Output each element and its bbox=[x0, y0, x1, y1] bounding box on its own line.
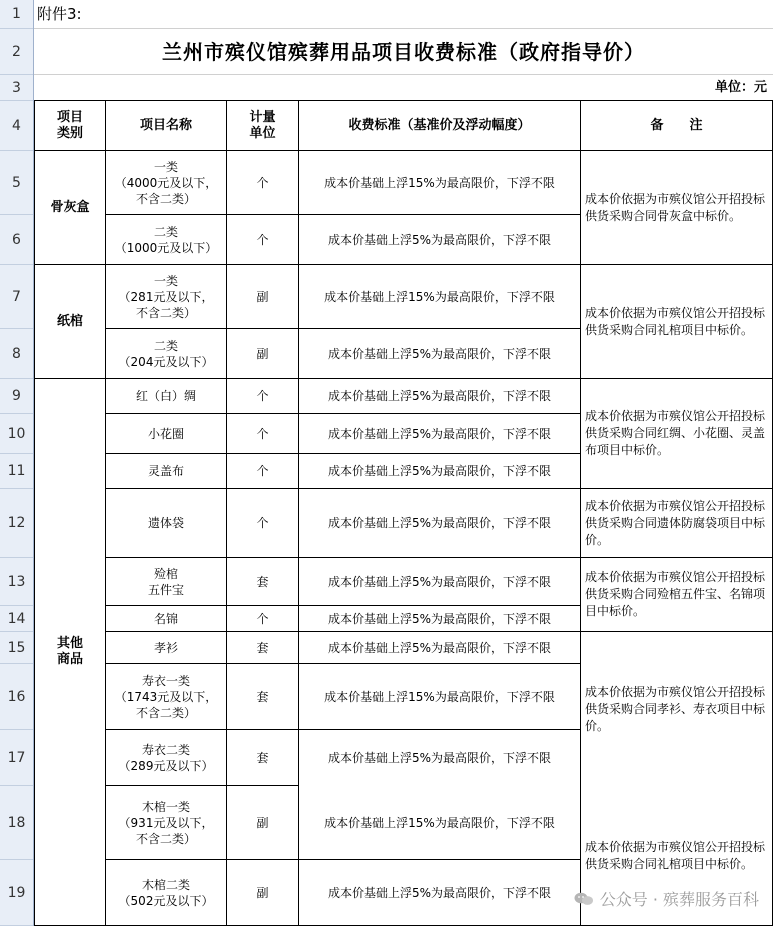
row-number[interactable]: 10 bbox=[0, 414, 33, 454]
item-name[interactable]: 小花圈 bbox=[106, 414, 227, 454]
item-name[interactable]: 二类 （204元及以下） bbox=[106, 329, 227, 379]
attachment-label[interactable]: 附件3: bbox=[34, 0, 773, 29]
item-standard[interactable]: 成本价基础上浮5%为最高限价，下浮不限 bbox=[299, 606, 581, 632]
item-name[interactable]: 一类 （4000元及以下， 不含二类） bbox=[106, 151, 227, 215]
item-name[interactable]: 孝衫 bbox=[106, 632, 227, 664]
item-unit[interactable]: 个 bbox=[227, 489, 299, 558]
item-standard[interactable]: 成本价基础上浮15%为最高限价，下浮不限 bbox=[299, 265, 581, 329]
page-title[interactable]: 兰州市殡仪馆殡葬用品项目收费标准（政府指导价） bbox=[34, 29, 773, 75]
row-number[interactable]: 1 bbox=[0, 0, 33, 29]
row-number[interactable]: 13 bbox=[0, 558, 33, 606]
item-unit[interactable]: 个 bbox=[227, 606, 299, 632]
item-unit[interactable]: 套 bbox=[227, 664, 299, 730]
row-number-column bbox=[0, 0, 34, 926]
item-standard[interactable]: 成本价基础上浮5%为最高限价，下浮不限 bbox=[299, 558, 581, 606]
item-unit[interactable]: 副 bbox=[227, 329, 299, 379]
row-number[interactable]: 14 bbox=[0, 606, 33, 632]
header-standard[interactable]: 收费标准（基准价及浮动幅度） bbox=[299, 101, 581, 151]
remark-cell[interactable]: 成本价依据为市殡仪馆公开招投标供货采购合同红绸、小花圈、灵盖布项目中标价。 bbox=[581, 379, 773, 489]
item-unit[interactable]: 套 bbox=[227, 632, 299, 664]
item-unit[interactable]: 个 bbox=[227, 454, 299, 489]
item-name[interactable]: 木棺一类 （931元及以下， 不含二类） bbox=[106, 786, 227, 860]
category-cell[interactable]: 其他 商品 bbox=[34, 379, 106, 926]
watermark bbox=[574, 887, 759, 910]
row-number[interactable]: 5 bbox=[0, 151, 33, 215]
item-standard[interactable]: 成本价基础上浮5%为最高限价，下浮不限 bbox=[299, 454, 581, 489]
item-standard[interactable]: 成本价基础上浮5%为最高限价，下浮不限 bbox=[299, 489, 581, 558]
item-unit[interactable]: 副 bbox=[227, 860, 299, 926]
row-number[interactable]: 12 bbox=[0, 489, 33, 558]
item-standard[interactable]: 成本价基础上浮5%为最高限价，下浮不限 bbox=[299, 730, 581, 786]
item-name[interactable]: 寿衣一类 （1743元及以下， 不含二类） bbox=[106, 664, 227, 730]
item-unit[interactable]: 个 bbox=[227, 414, 299, 454]
item-name[interactable]: 木棺二类 （502元及以下） bbox=[106, 860, 227, 926]
row-number[interactable]: 2 bbox=[0, 29, 33, 75]
item-standard[interactable]: 成本价基础上浮5%为最高限价，下浮不限 bbox=[299, 414, 581, 454]
item-name[interactable]: 遗体袋 bbox=[106, 489, 227, 558]
wechat-icon bbox=[574, 892, 594, 906]
item-unit[interactable]: 套 bbox=[227, 730, 299, 786]
row-number[interactable]: 7 bbox=[0, 265, 33, 329]
item-unit[interactable]: 副 bbox=[227, 786, 299, 860]
item-standard[interactable]: 成本价基础上浮5%为最高限价，下浮不限 bbox=[299, 860, 581, 926]
item-name[interactable]: 名锦 bbox=[106, 606, 227, 632]
item-unit[interactable]: 副 bbox=[227, 265, 299, 329]
remark-cell[interactable]: 成本价依据为市殡仪馆公开招投标供货采购合同礼棺项目中标价。 bbox=[581, 786, 773, 926]
remark-cell[interactable]: 成本价依据为市殡仪馆公开招投标供货采购合同礼棺项目中标价。 bbox=[581, 265, 773, 379]
item-name[interactable]: 殓棺 五件宝 bbox=[106, 558, 227, 606]
remark-cell[interactable]: 成本价依据为市殡仪馆公开招投标供货采购合同遗体防腐袋项目中标价。 bbox=[581, 489, 773, 558]
remark-cell[interactable]: 成本价依据为市殡仪馆公开招投标供货采购合同孝衫、寿衣项目中标价。 bbox=[581, 632, 773, 786]
item-standard[interactable]: 成本价基础上浮15%为最高限价，下浮不限 bbox=[299, 664, 581, 730]
header-remark[interactable]: 备 注 bbox=[581, 101, 773, 151]
item-name[interactable]: 红（白）绸 bbox=[106, 379, 227, 414]
item-unit[interactable]: 个 bbox=[227, 215, 299, 265]
item-standard[interactable]: 成本价基础上浮15%为最高限价，下浮不限 bbox=[299, 151, 581, 215]
item-name[interactable]: 二类 （1000元及以下） bbox=[106, 215, 227, 265]
remark-cell[interactable]: 成本价依据为市殡仪馆公开招投标供货采购合同骨灰盒中标价。 bbox=[581, 151, 773, 265]
item-standard[interactable]: 成本价基础上浮5%为最高限价，下浮不限 bbox=[299, 632, 581, 664]
row-number[interactable]: 15 bbox=[0, 632, 33, 664]
unit-label[interactable]: 单位：元 bbox=[34, 75, 773, 101]
item-standard[interactable]: 成本价基础上浮5%为最高限价，下浮不限 bbox=[299, 379, 581, 414]
remark-cell[interactable]: 成本价依据为市殡仪馆公开招投标供货采购合同殓棺五件宝、名锦项目中标价。 bbox=[581, 558, 773, 632]
item-standard[interactable]: 成本价基础上浮5%为最高限价，下浮不限 bbox=[299, 215, 581, 265]
header-category[interactable]: 项目 类别 bbox=[34, 101, 106, 151]
row-number[interactable]: 16 bbox=[0, 664, 33, 730]
row-number[interactable]: 4 bbox=[0, 101, 33, 151]
row-number[interactable]: 6 bbox=[0, 215, 33, 265]
row-number[interactable]: 18 bbox=[0, 786, 33, 860]
row-number[interactable]: 11 bbox=[0, 454, 33, 489]
item-name[interactable]: 灵盖布 bbox=[106, 454, 227, 489]
category-cell[interactable]: 骨灰盒 bbox=[34, 151, 106, 265]
category-cell[interactable]: 纸棺 bbox=[34, 265, 106, 379]
row-number[interactable]: 19 bbox=[0, 860, 33, 926]
header-unit[interactable]: 计量 单位 bbox=[227, 101, 299, 151]
item-unit[interactable]: 个 bbox=[227, 379, 299, 414]
item-unit[interactable]: 套 bbox=[227, 558, 299, 606]
watermark-text: 公众号 · 殡葬服务百科 bbox=[599, 890, 759, 909]
item-standard[interactable]: 成本价基础上浮15%为最高限价，下浮不限 bbox=[299, 786, 581, 860]
row-number[interactable]: 17 bbox=[0, 730, 33, 786]
spreadsheet bbox=[34, 0, 773, 926]
header-name[interactable]: 项目名称 bbox=[106, 101, 227, 151]
row-number[interactable]: 9 bbox=[0, 379, 33, 414]
row-number[interactable]: 8 bbox=[0, 329, 33, 379]
item-standard[interactable]: 成本价基础上浮5%为最高限价，下浮不限 bbox=[299, 329, 581, 379]
item-unit[interactable]: 个 bbox=[227, 151, 299, 215]
item-name[interactable]: 一类 （281元及以下， 不含二类） bbox=[106, 265, 227, 329]
row-number[interactable]: 3 bbox=[0, 75, 33, 101]
item-name[interactable]: 寿衣二类 （289元及以下） bbox=[106, 730, 227, 786]
